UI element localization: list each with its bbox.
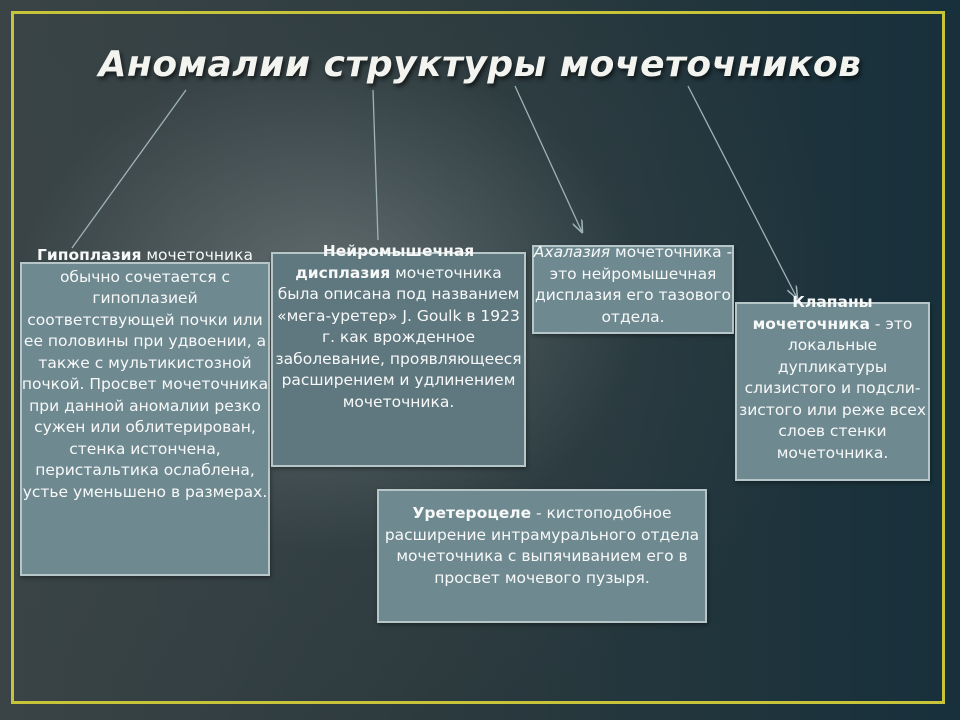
box-ureterocele — [377, 489, 707, 623]
connector-achalasia — [515, 86, 582, 232]
achalasia-term: Ахалазия — [533, 243, 611, 261]
ureterocele-term: Уретероцеле — [412, 504, 532, 522]
box-achalasia — [532, 245, 734, 334]
valves-description: - это локальные дупликатуры слизистого и подсли-зистого или реже всех слоев стенки мочеточника. — [738, 314, 927, 462]
connector-hypoplasia — [72, 90, 186, 248]
box-hypoplasia — [20, 246, 270, 576]
dysplasia-text — [273, 241, 524, 413]
ureterocele-text — [383, 503, 701, 589]
hypoplasia-term: Гипоплазия — [37, 246, 142, 264]
hypoplasia-description: мочеточника обычно сочетается с гипоплазией соответствующей почки или ее половины при удвоении, а также с мультикистозной почкой. Просвет мочеточника при данной аномалии резко сужен или облитерирован, стенка истончена, перистальтика ослаблена, устье уменьшено в размерах. — [21, 246, 269, 501]
connector-dysplasia — [373, 90, 378, 240]
achalasia-text — [532, 242, 734, 328]
hypoplasia-text — [20, 245, 270, 503]
box-valves — [735, 293, 930, 481]
ureterocele-description: - кистоподобное расширение интрамурального отдела мочеточника с выпячиванием его в просвет мочевого пузыря. — [384, 504, 700, 587]
valves-text — [737, 292, 928, 464]
dysplasia-description: мочеточника была описана под названием «мега-уретер» J. Goulk в 1923 г. как врожденное заболевание, проявляющееся расширением и удлинением мочеточника. — [275, 263, 522, 411]
slide-title: Аномалии структуры мочеточников — [98, 44, 862, 85]
valves-term: Клапаны мочеточника — [752, 293, 873, 333]
dysplasia-term: Нейромышечная дисплазия — [295, 242, 475, 282]
box-dysplasia — [271, 242, 526, 467]
achalasia-description: мочеточника - это нейромышечная дисплазия его тазового отдела. — [534, 243, 733, 326]
